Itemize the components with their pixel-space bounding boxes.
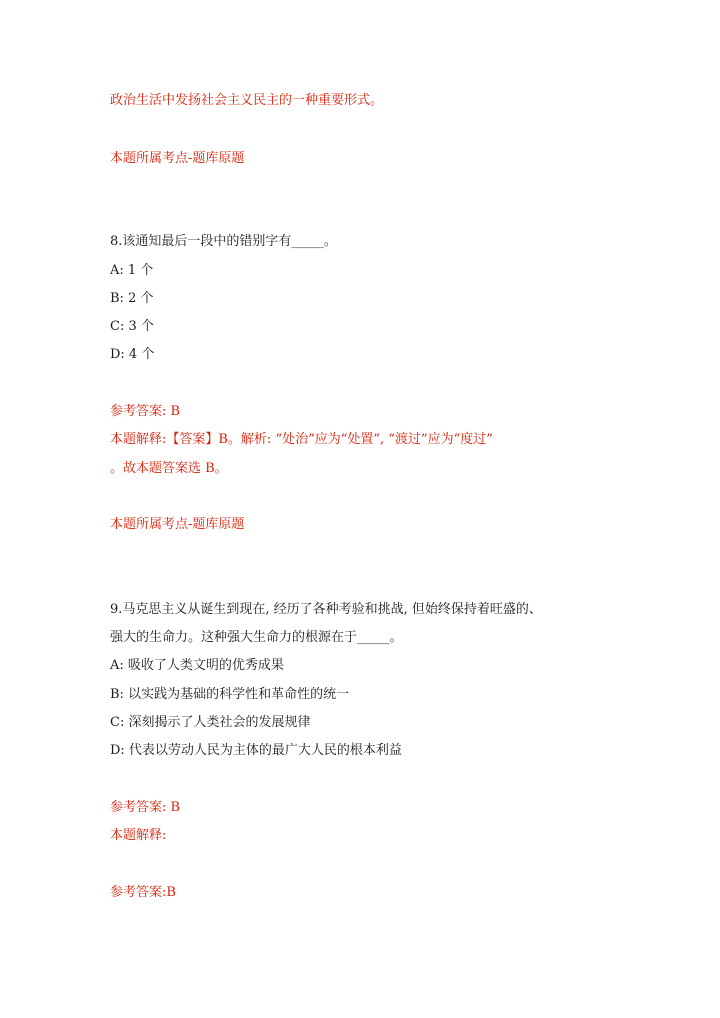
question-8-source-note: 本题所属考点-题库原题 xyxy=(110,517,245,532)
question-8-explanation-line-1: 本题解释:【答案】B。解析: “处治”应为“处置”, “渡过”应为“度过” xyxy=(110,432,493,447)
question-9-answer: 参考答案: B xyxy=(110,800,181,815)
source-note: 本题所属考点-题库原题 xyxy=(110,151,245,166)
question-8-option-a: A: 1 个 xyxy=(110,263,154,278)
question-9-option-c: C: 深刻揭示了人类社会的发展规律 xyxy=(110,715,311,730)
question-9-text-line-1: 9.马克思主义从诞生到现在, 经历了各种考验和挑战, 但始终保持着旺盛的、 xyxy=(110,602,542,617)
question-9-explanation: 本题解释: xyxy=(110,828,167,843)
previous-question-tail: 政治生活中发扬社会主义民主的一种重要形式。 xyxy=(110,93,384,108)
question-8-explanation-line-2: 。故本题答案选 B。 xyxy=(110,461,228,476)
question-9-option-b: B: 以实践为基础的科学性和革命性的统一 xyxy=(110,687,350,702)
question-8-text: 8.该通知最后一段中的错别字有_____。 xyxy=(110,234,337,249)
question-8-option-b: B: 2 个 xyxy=(110,291,154,306)
question-9-text-line-2: 强大的生命力。这种强大生命力的根源在于_____。 xyxy=(110,630,403,645)
question-8-option-d: D: 4 个 xyxy=(110,347,155,362)
question-8-answer: 参考答案: B xyxy=(110,404,181,419)
question-8-option-c: C: 3 个 xyxy=(110,319,154,334)
question-9-option-a: A: 吸收了人类文明的优秀成果 xyxy=(110,658,284,673)
question-9-option-d: D: 代表以劳动人民为主体的最广大人民的根本利益 xyxy=(110,743,402,758)
final-answer: 参考答案:B xyxy=(110,885,176,900)
